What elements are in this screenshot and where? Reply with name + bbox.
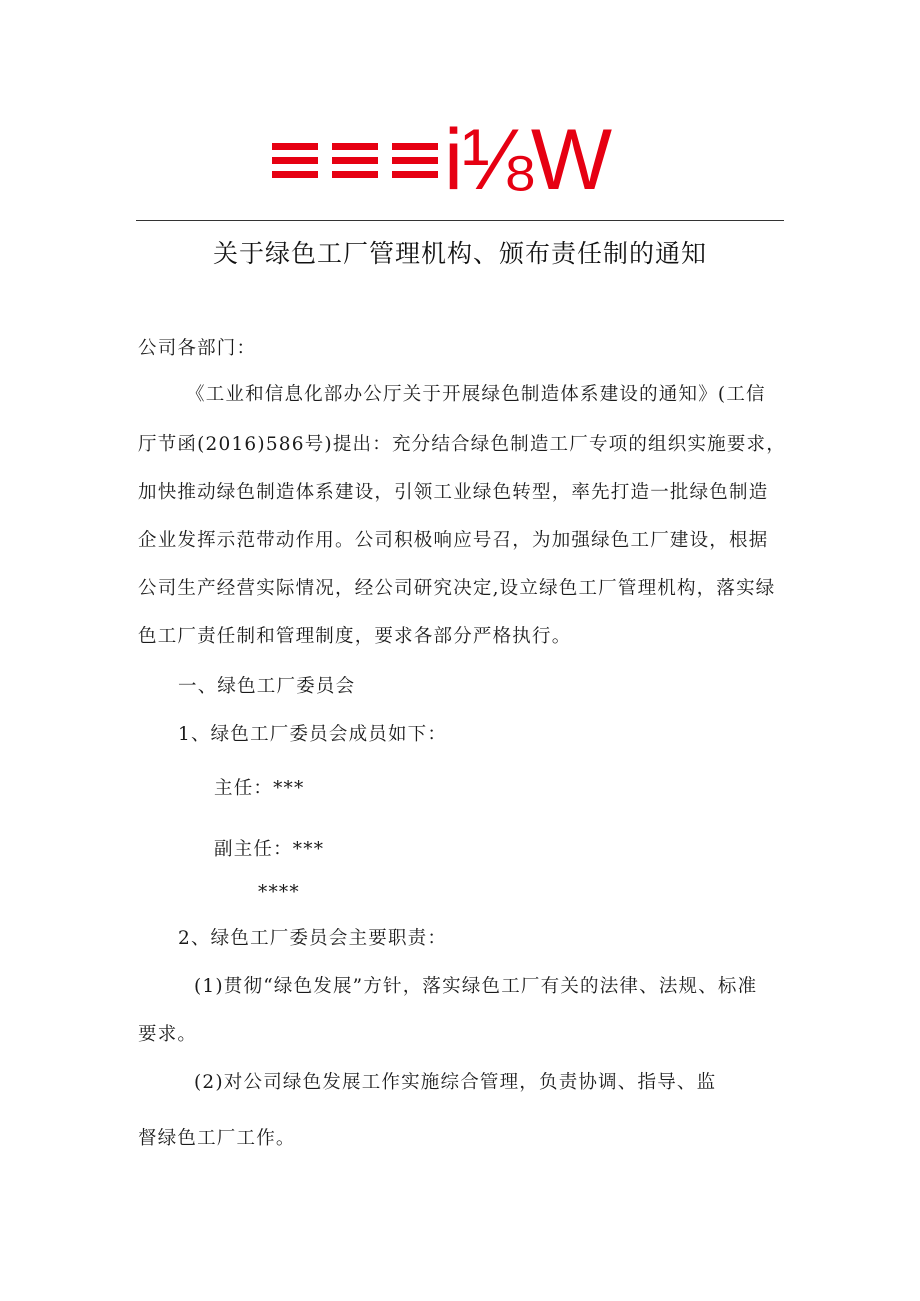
logo-bars-icon — [272, 143, 438, 178]
duty-item-cont: 督绿色工厂工作。 — [138, 1128, 296, 1149]
body-line: 公司生产经营实际情况，经公司研究决定,设立绿色工厂管理机构，落实绿 — [138, 578, 776, 599]
header-divider — [136, 220, 784, 221]
body-line: 加快推动绿色制造体系建设，引领工业绿色转型，率先打造一批绿色制造 — [138, 482, 769, 503]
list-item: 1、绿色工厂委员会成员如下： — [178, 724, 448, 745]
salutation: 公司各部门： — [138, 338, 257, 359]
body-line: 企业发挥示范带动作用。公司积极响应号召，为加强绿色工厂建设，根据 — [138, 530, 769, 551]
body-line: 《工业和信息化部办公厅关于开展绿色制造体系建设的通知》(工信 — [186, 384, 766, 405]
body-line: 厅节函(2016)586号)提出：充分结合绿色制造工厂专项的组织实施要求， — [138, 434, 786, 455]
member-other: **** — [258, 882, 300, 903]
member-director: 主任：*** — [214, 778, 305, 799]
duty-item-cont: 要求。 — [138, 1024, 198, 1045]
logo-text: i⅛W — [444, 112, 610, 208]
document-title: 关于绿色工厂管理机构、颁布责任制的通知 — [212, 239, 707, 268]
section-heading: 一、绿色工厂委员会 — [178, 676, 356, 697]
body-line: 色工厂责任制和管理制度，要求各部分严格执行。 — [138, 626, 572, 647]
company-logo — [272, 112, 652, 208]
member-deputy: 副主任：*** — [214, 839, 325, 860]
duty-item: (1)贯彻“绿色发展”方针，落实绿色工厂有关的法律、法规、标准 — [194, 976, 758, 997]
list-item: 2、绿色工厂委员会主要职责： — [178, 928, 448, 949]
duty-item: (2)对公司绿色发展工作实施综合管理，负责协调、指导、监 — [194, 1072, 717, 1093]
